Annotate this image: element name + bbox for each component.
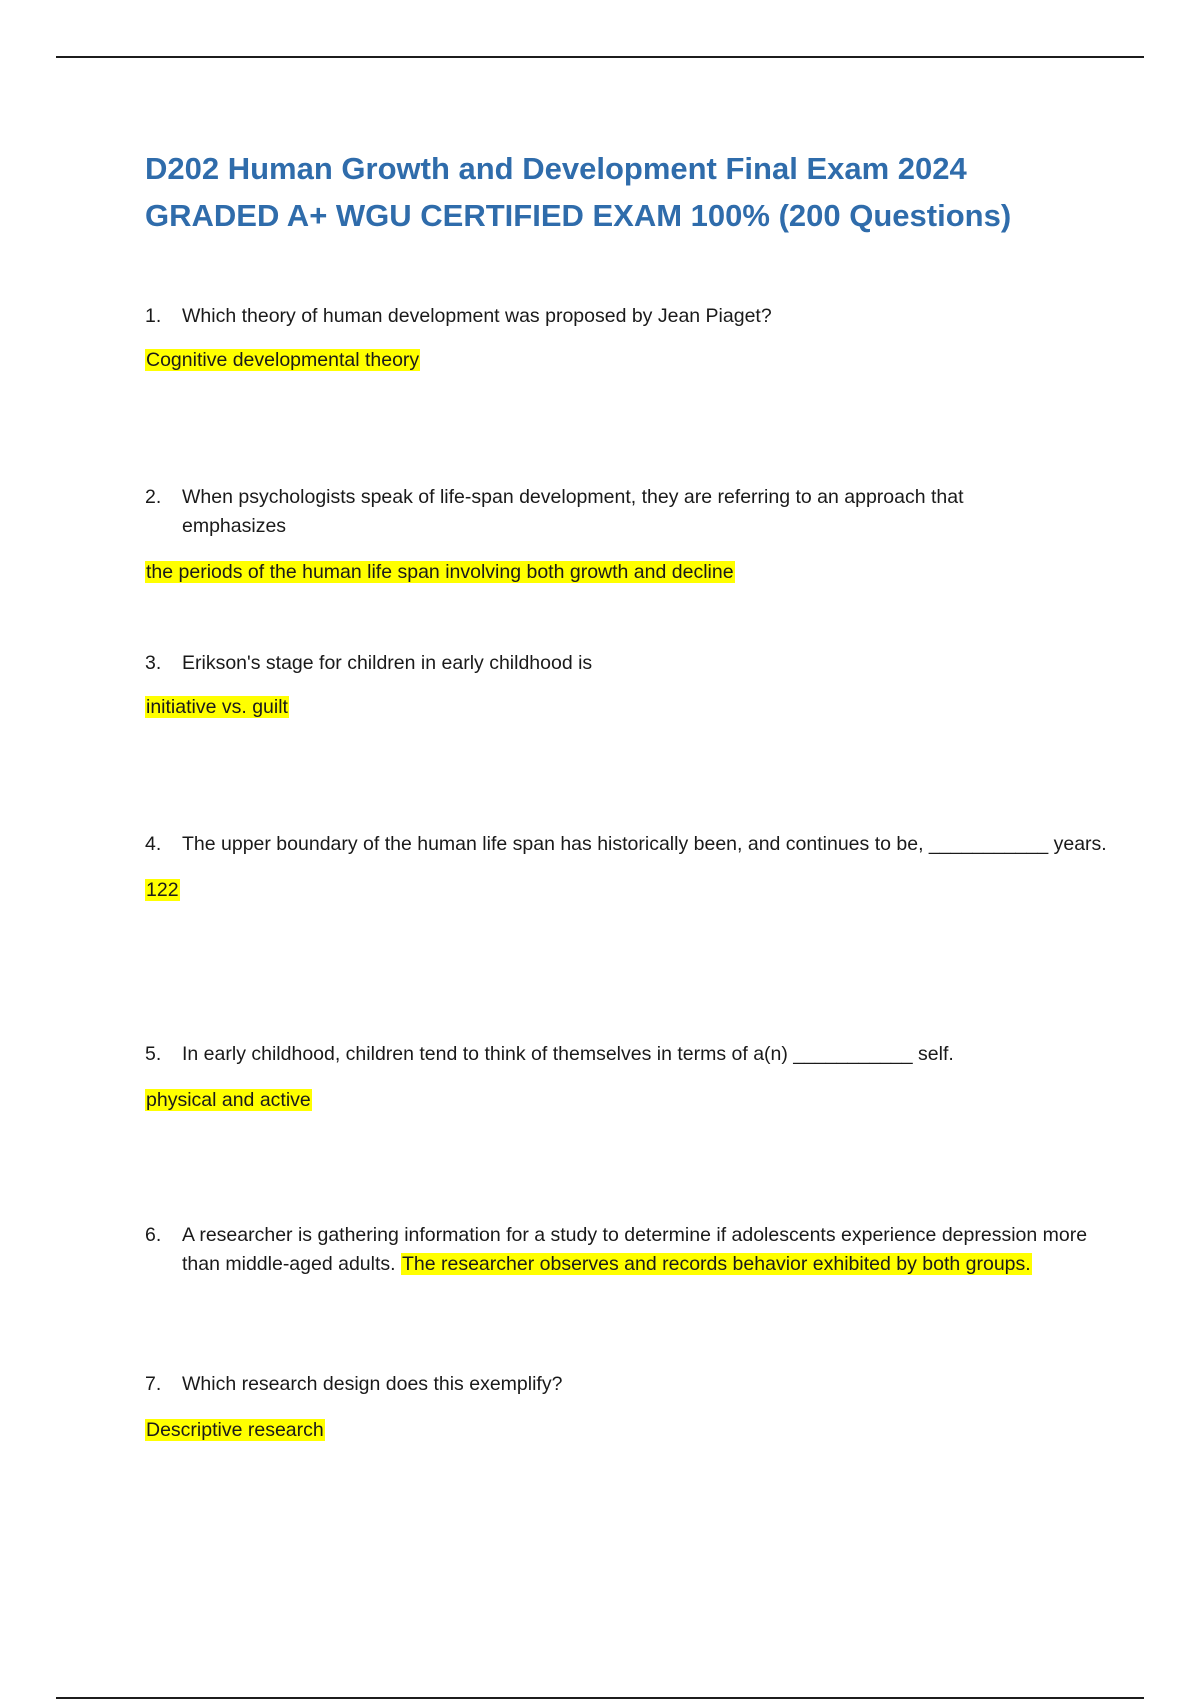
title-line-1: D202 Human Growth and Development Final Exam 2024	[145, 151, 967, 186]
question-1	[145, 302, 1085, 331]
question-block-4	[145, 830, 1107, 905]
bottom-rule	[56, 1697, 1144, 1699]
question-block-1	[145, 302, 1085, 375]
question-text-highlight: The researcher observes and records behavior exhibited by both groups.	[401, 1253, 1031, 1275]
question-7	[145, 1370, 1085, 1399]
question-text: In early childhood, children tend to think of themselves in terms of a(n) ___________ self.	[182, 1043, 954, 1065]
question-block-7	[145, 1370, 1085, 1445]
question-6	[145, 1221, 1112, 1279]
answer-highlight: Descriptive research	[146, 1419, 324, 1441]
title-line-2: GRADED A+ WGU CERTIFIED EXAM 100% (200 Questions)	[145, 198, 1012, 233]
question-3	[145, 649, 1085, 678]
question-5	[145, 1040, 1085, 1069]
question-2	[145, 483, 1052, 541]
question-text: The upper boundary of the human life span has historically been, and continues to be, ___________ years.	[182, 833, 1107, 855]
document-body	[145, 145, 1107, 1441]
question-number: 4.	[145, 833, 162, 855]
question-4	[145, 830, 1112, 859]
answer-3	[145, 693, 1085, 722]
question-number: 3.	[145, 652, 162, 674]
answer-1	[145, 346, 1085, 375]
top-rule	[56, 56, 1144, 58]
question-block-5	[145, 1040, 1085, 1115]
question-text: A researcher is gathering information for a study to determine if adolescents experience depression more than middle-aged adults.	[182, 1224, 1088, 1275]
answer-highlight: 122	[146, 879, 179, 901]
question-number: 6.	[145, 1224, 162, 1246]
document-title	[145, 145, 1085, 239]
question-block-2	[145, 483, 1085, 587]
answer-highlight: initiative vs. guilt	[146, 696, 288, 718]
answer-4	[145, 876, 1085, 905]
answer-highlight: physical and active	[146, 1089, 311, 1111]
answer-2	[145, 558, 1085, 587]
answer-highlight: the periods of the human life span involving both growth and decline	[146, 561, 734, 583]
question-number: 1.	[145, 305, 162, 327]
question-block-6	[145, 1221, 1088, 1279]
question-number: 5.	[145, 1043, 162, 1065]
question-text: Which research design does this exemplify?	[182, 1373, 563, 1395]
answer-highlight: Cognitive developmental theory	[146, 349, 420, 371]
question-block-3	[145, 649, 1085, 722]
answer-5	[145, 1086, 1085, 1115]
answer-7	[145, 1416, 1085, 1445]
question-number: 7.	[145, 1373, 162, 1395]
question-text: Which theory of human development was proposed by Jean Piaget?	[182, 305, 772, 327]
question-text: Erikson's stage for children in early childhood is	[182, 652, 593, 674]
question-number: 2.	[145, 486, 162, 508]
question-text: When psychologists speak of life-span development, they are referring to an approach that emphasizes	[182, 486, 964, 537]
